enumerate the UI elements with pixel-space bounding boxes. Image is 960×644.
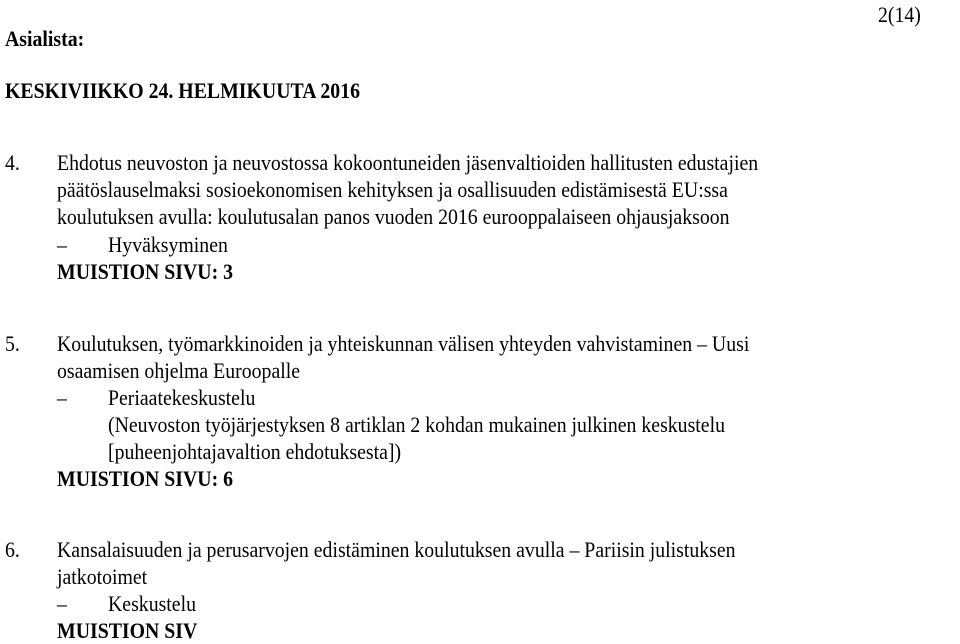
item-text: Ehdotus neuvoston ja neuvostossa kokoontuneiden jäsenvaltioiden hallitusten edustajien [57, 150, 759, 175]
item-note: [puheenjohtajavaltion ehdotuksesta]) [108, 439, 402, 464]
page-number: 2(14) [878, 2, 921, 27]
item-text: jatkotoimet [57, 564, 148, 589]
agenda-title: Asialista: [5, 26, 85, 51]
dash: – [57, 232, 67, 257]
minutes-reference: MUISTION SIVU: 6 [57, 466, 234, 491]
item-number: 5. [5, 331, 20, 356]
item-text: päätöslauselmaksi sosioekonomisen kehityksen ja osallisuuden edistämisestä EU:ssa [57, 177, 728, 202]
item-number: 6. [5, 537, 20, 562]
minutes-reference: MUISTION SIVU: 3 [57, 259, 234, 284]
item-action: Keskustelu [108, 591, 196, 616]
item-text: Kansalaisuuden ja perusarvojen edistäminen koulutuksen avulla – Pariisin julistuksen [57, 537, 736, 562]
item-number: 4. [5, 150, 20, 175]
dash: – [57, 385, 67, 410]
meeting-date: KESKIVIIKKO 24. HELMIKUUTA 2016 [5, 78, 360, 103]
item-text: osaamisen ohjelma Euroopalle [57, 358, 301, 383]
item-action: Hyväksyminen [108, 232, 228, 257]
dash: – [57, 591, 67, 616]
item-text: koulutuksen avulla: koulutusalan panos vuoden 2016 eurooppalaiseen ohjausjaksoon [57, 204, 730, 229]
item-action: Periaatekeskustelu [108, 385, 256, 410]
minutes-reference: MUISTION SIV [57, 618, 198, 643]
item-text: Koulutuksen, työmarkkinoiden ja yhteiskunnan välisen yhteyden vahvistaminen – Uusi [57, 331, 750, 356]
item-note: (Neuvoston työjärjestyksen 8 artiklan 2 kohdan mukainen julkinen keskustelu [108, 412, 725, 437]
